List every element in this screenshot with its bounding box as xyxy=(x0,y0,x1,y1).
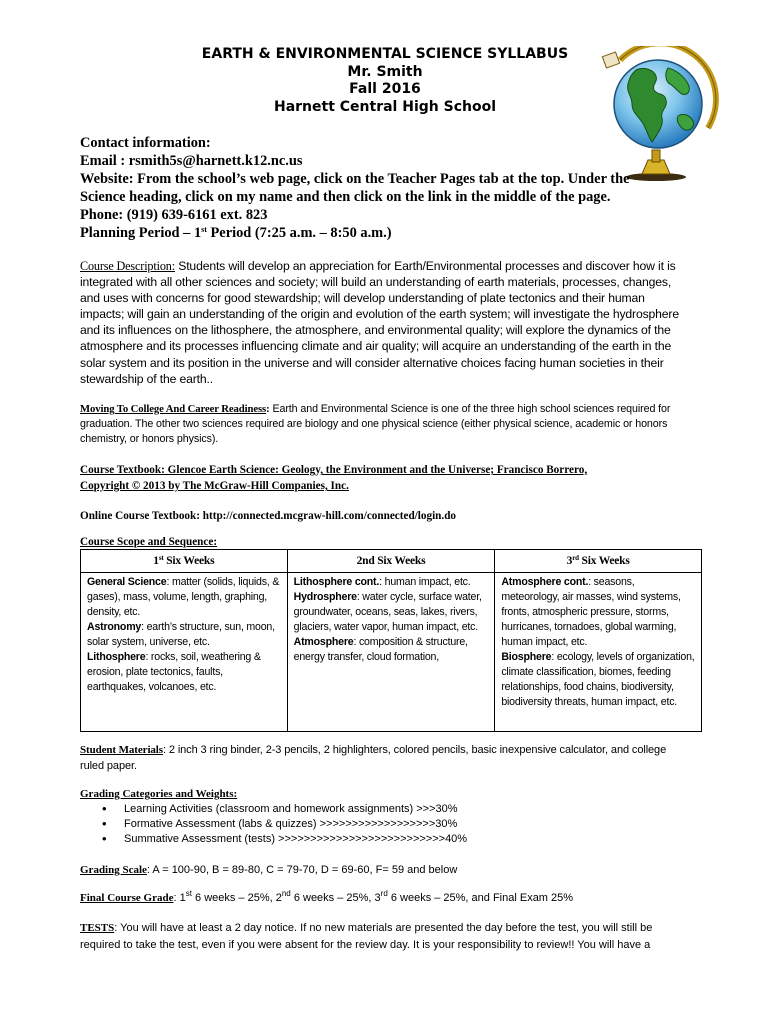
list-item: • Formative Assessment (labs & quizzes) >>>>>>>>>>>>>>>>>>30% xyxy=(80,817,692,832)
grading-categories xyxy=(80,787,692,847)
tests-section: TESTS: You will have at least a 2 day notice. If no new materials are presented the day before the test, you will still be required to take the test, even if you were absent for the review day. It is your responsibility to review!! You will have a xyxy=(80,922,653,951)
course-description-label: Course Description: xyxy=(80,259,175,273)
table-cell-3: Atmosphere cont.: seasons, meteorology, air masses, wind systems, fronts, atmospheric pressure, storms, hurricanes, tornadoes, global warming, human impact, etc. Biosphere: ecology, levels of organization, climate classification, biomes, feeding relationships, food chains, biodiversity, biodiversity threats, human impact, etc. xyxy=(495,573,702,732)
course-description xyxy=(80,258,692,387)
teacher-name: Mr. Smith xyxy=(347,63,423,80)
contact-phone: Phone: (919) 639-6161 ext. 823 xyxy=(80,207,268,223)
scope-sequence-table xyxy=(80,549,702,732)
table-cell-1: General Science: matter (solids, liquids, & gases), mass, volume, length, graphing, density, etc. Astronomy: earth’s structure, sun, moon, solar system, universe, etc. Lithosphere: rocks, soil, weathering & erosion, plate tectonics, faults, earthquakes, volcanoes, etc. xyxy=(81,573,288,732)
contact-email: Email : rsmith5s@harnett.k12.nc.us xyxy=(80,153,303,169)
syllabus-title: EARTH & ENVIRONMENTAL SCIENCE SYLLABUS xyxy=(201,46,569,62)
scope-label: Course Scope and Sequence: xyxy=(80,536,218,548)
student-materials: Student Materials: 2 inch 3 ring binder, 2-3 pencils, 2 highlighters, colored pencils, basic inexpensive calculator, and college ruled paper. xyxy=(80,744,667,772)
moving-to-college-text: Earth and Environmental Science is one of the three high school sciences required for graduation. The other two sciences required are biology and one physical science (either physical science, academic or honors chemistry, or honors physics). xyxy=(80,403,671,445)
school-name: Harnett Central High School xyxy=(273,98,496,115)
list-item: • Learning Activities (classroom and homework assignments) >>>30% xyxy=(80,802,692,817)
contact-website-line2: Science heading, click on my name and then click on the link in the middle of the page. xyxy=(80,189,611,205)
list-item: • Summative Assessment (tests) >>>>>>>>>>>>>>>>>>>>>>>>>>40% xyxy=(80,832,692,847)
course-description-text: Students will develop an appreciation for Earth/Environmental processes and discover how it is integrated with all other sciences and society; will build an understanding of earth materials, processes, changes, and uses with concerns for good stewardship; will develop understanding of plate tectonics and their human impacts; will gain an understanding of the origin and evolution of the earth system; will investigate the hydrosphere and its influences on the lithosphere, the atmosphere, and environmental quality; will explore the dynamics of the atmosphere and its processes influencing climate and air quality; will acquire an understanding of the earth in the solar system and its position in the universe and will consider alternative choices facing human societies in their stewardship of the earth.. xyxy=(80,259,679,386)
col-header-1: 1st Six Weeks xyxy=(81,550,288,573)
grading-scale: Grading Scale: A = 100-90, B = 89-80, C = 79-70, D = 69-60, F= 59 and below xyxy=(80,864,458,876)
table-header-row xyxy=(81,550,702,573)
contact-heading: Contact information: xyxy=(80,135,211,151)
online-textbook: Online Course Textbook: http://connected.mcgraw-hill.com/connected/login.do xyxy=(80,510,457,522)
contact-planning-period: Planning Period – 1st Period (7:25 a.m. – 8:50 a.m.) xyxy=(80,225,392,241)
table-cell-2: Lithosphere cont.: human impact, etc. Hydrosphere: water cycle, surface water, groundwater, oceans, seas, lakes, rivers, glaciers, water vapor, human impact, etc. Atmosphere: composition & structure, energy transfer, cloud formation, xyxy=(287,573,495,732)
contact-website-line1: Website: From the school’s web page, click on the Teacher Pages tab at the top. Under the xyxy=(80,171,630,187)
grading-list xyxy=(80,802,692,847)
col-header-2: 2nd Six Weeks xyxy=(287,550,495,573)
grading-categories-label: Grading Categories and Weights: xyxy=(80,788,238,800)
col-header-3: 3rd Six Weeks xyxy=(495,550,702,573)
term: Fall 2016 xyxy=(349,81,421,97)
contact-information xyxy=(80,134,680,242)
table-row xyxy=(81,573,702,732)
final-course-grade: Final Course Grade: 1st 6 weeks – 25%, 2nd 6 weeks – 25%, 3rd 6 weeks – 25%, and Final Exam 25% xyxy=(80,889,574,904)
moving-to-college-label: Moving To College And Career Readiness xyxy=(80,403,267,415)
course-textbook: Course Textbook: Glencoe Earth Science: Geology, the Environment and the Universe; Francisco Borrero, Copyright © 2013 by The McGraw-Hill Companies, Inc. xyxy=(80,464,588,492)
moving-to-college: Moving To College And Career Readiness: Earth and Environmental Science is one of the three high school sciences required for graduation. The other two sciences required are biology and one physical science (either physical science, academic or honors chemistry, or honors physics). xyxy=(80,403,671,445)
